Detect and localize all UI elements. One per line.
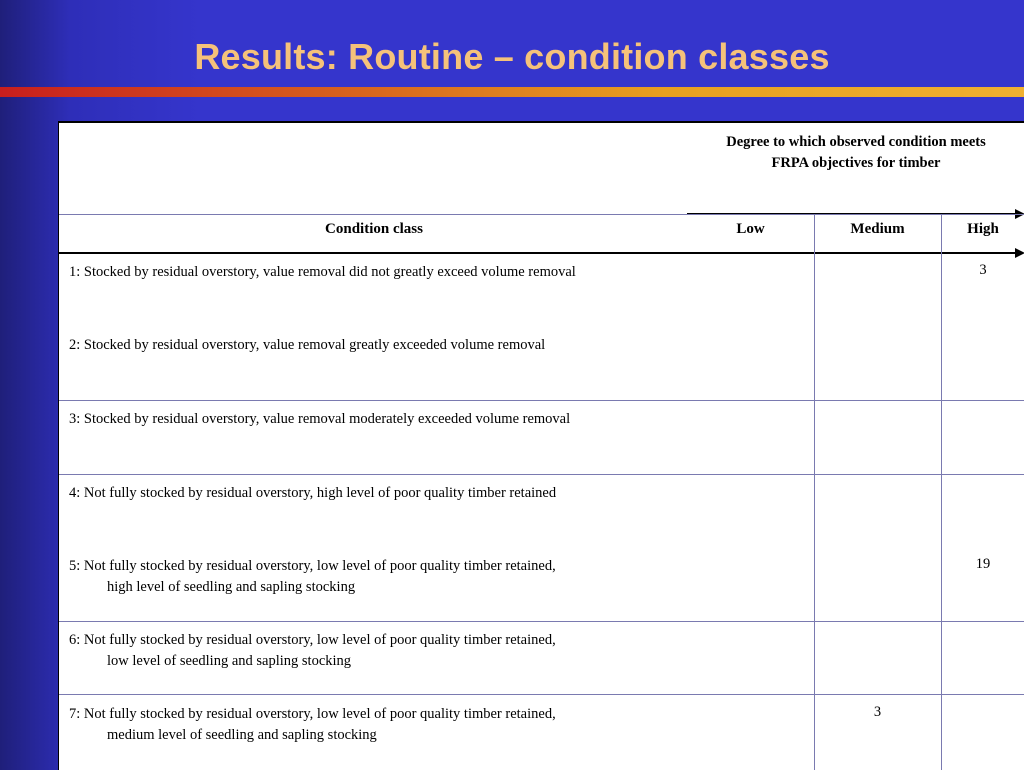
- table-row-5-high: 19: [975, 556, 991, 572]
- column-header-low: Low: [736, 221, 765, 237]
- row-divider: [59, 400, 1024, 401]
- header-divider: [59, 214, 1024, 215]
- degree-header: [697, 132, 1015, 174]
- condition-class-table: [58, 121, 1024, 770]
- table-row-1-label: 1: Stocked by residual overstory, value removal did not greatly exceed volume removal: [69, 264, 576, 280]
- degree-header-line2: FRPA objectives for timber: [771, 155, 941, 171]
- column-header-medium: Medium: [850, 221, 905, 237]
- row-divider: [59, 621, 1024, 622]
- column-divider: [814, 214, 815, 770]
- table-row-2-label: 2: Stocked by residual overstory, value removal greatly exceeded volume removal: [69, 337, 546, 353]
- title-underline-bar: [0, 87, 1024, 97]
- row-divider: [59, 474, 1024, 475]
- table-row-5-label: 5: Not fully stocked by residual overstory, low level of poor quality timber retained, high level of seedling and sapling stocking: [69, 558, 556, 595]
- column-divider: [941, 214, 942, 770]
- table-row-7-medium: 3: [873, 704, 882, 720]
- table-row-4-label: 4: Not fully stocked by residual overstory, high level of poor quality timber retained: [69, 485, 557, 501]
- degree-header-line1: Degree to which observed condition meets: [726, 134, 986, 150]
- column-header-rule-arrow: [59, 246, 1024, 260]
- table-row-3-label: 3: Stocked by residual overstory, value removal moderately exceeded volume removal: [69, 411, 571, 427]
- column-header-condition-class: Condition class: [325, 221, 423, 237]
- slide-title: Results: Routine – condition classes: [194, 36, 830, 77]
- table-row-1-high: 3: [979, 262, 987, 278]
- column-header-high: High: [967, 221, 999, 237]
- table-row-7-label: 7: Not fully stocked by residual overstory, low level of poor quality timber retained, medium level of seedling and sapling stocking: [69, 706, 556, 743]
- row-divider: [59, 694, 1024, 695]
- table-row-6-label: 6: Not fully stocked by residual overstory, low level of poor quality timber retained, low level of seedling and sapling stocking: [69, 632, 556, 669]
